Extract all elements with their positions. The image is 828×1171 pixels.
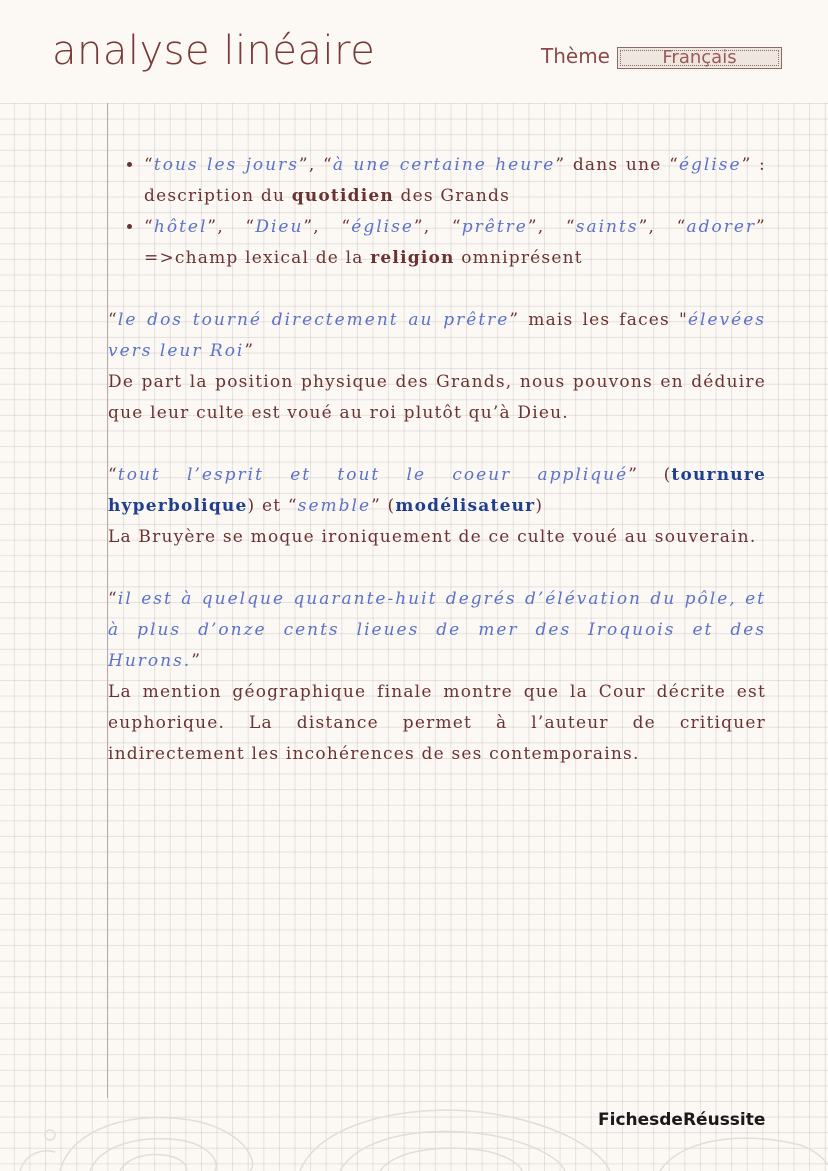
quote: semble: [297, 496, 372, 516]
page-title: analyse linéaire: [52, 28, 376, 74]
quote: Dieu: [255, 217, 304, 237]
text: dans une: [565, 155, 670, 175]
quote: saints: [575, 217, 639, 237]
topographic-decoration: [0, 1090, 828, 1171]
quote: prêtre: [461, 217, 528, 237]
keyword: modélisateur: [395, 496, 536, 516]
text: =>champ lexical de la: [144, 248, 371, 268]
quote: adorer: [686, 217, 757, 237]
text: omniprésent: [454, 248, 583, 268]
quote: à une certaine heure: [332, 155, 556, 175]
bullet-list: [108, 150, 766, 274]
text: mais les faces: [519, 310, 679, 330]
theme-value-box: Français: [617, 47, 782, 69]
list-item: • “tous les jours”, “à une certaine heure” dans une “église” : description du quotidien des Grands: [144, 150, 766, 212]
quote: hôtel: [153, 217, 208, 237]
quote: église: [678, 155, 742, 175]
brand-logo: FichesdeRéussite: [598, 1110, 766, 1130]
list-item: • “hôtel”, “Dieu”, “église”, “prêtre”, “saints”, “adorer” =>champ lexical de la religion omniprésent: [144, 212, 766, 274]
quote: élevées vers leur Roi: [108, 310, 767, 361]
theme-label: Thème: [541, 44, 610, 68]
analysis-content: [108, 150, 766, 770]
commentary: De part la position physique des Grands, nous pouvons en déduire que leur culte est voué au roi plutôt qu’à Dieu.: [108, 372, 766, 423]
text: des Grands: [393, 186, 511, 206]
keyword: religion: [370, 248, 455, 268]
quote: le dos tourné directement au prêtre: [117, 310, 510, 330]
quote-line: “le dos tourné directement au prêtre” mais les faces "élevées vers leur Roi”: [108, 310, 767, 361]
commentary: La Bruyère se moque ironiquement de ce culte voué au souverain.: [108, 527, 757, 547]
quote: église: [351, 217, 414, 237]
commentary: La mention géographique finale montre que la Cour décrite est euphorique. La distance permet à l’auteur de critiquer indirectement les incohérences de ses contemporains.: [108, 682, 766, 764]
quote: tous les jours: [153, 155, 299, 175]
quote: il est à quelque quarante-huit degrés d’élévation du pôle, et à plus d’onze cents lieues de mer des Iroquois et des Hurons.: [108, 589, 766, 671]
quote-line: “il est à quelque quarante-huit degrés d’élévation du pôle, et à plus d’onze cents lieues de mer des Iroquois et des Hurons.”: [108, 589, 766, 671]
quote-line: “tout l’esprit et tout le coeur appliqué” (tournure hyperbolique) et “semble” (modélisateur): [108, 465, 767, 516]
keyword: tournure hyperbolique: [108, 465, 767, 516]
keyword: quotidien: [291, 186, 394, 206]
quote: tout l’esprit et tout le coeur appliqué: [117, 465, 629, 485]
text: : description du: [144, 155, 766, 206]
text: et: [255, 496, 288, 516]
